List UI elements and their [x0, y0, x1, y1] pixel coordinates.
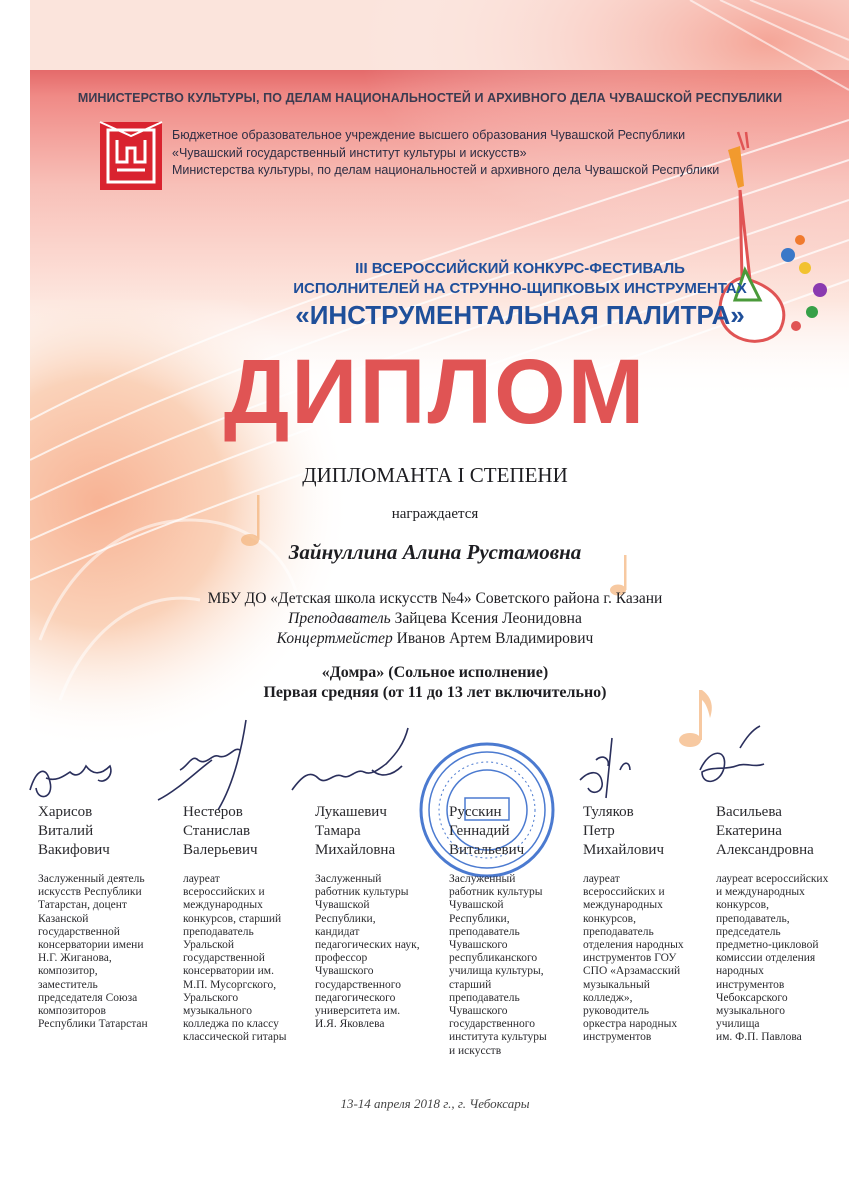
- juror-desc-line: педагогических наук,: [315, 939, 420, 952]
- juror-desc-1: [38, 873, 168, 1031]
- teacher-name: Зайцева Ксения Леонидовна: [394, 610, 582, 627]
- accompanist-name: Иванов Артем Владимирович: [396, 630, 594, 647]
- juror-desc-2: [183, 873, 313, 1045]
- juror-desc-line: преподаватель: [183, 925, 254, 938]
- diploma-degree: ДИПЛОМАНТА I СТЕПЕНИ: [302, 463, 568, 487]
- diploma-title: ДИПЛОМ: [223, 341, 647, 443]
- juror-desc-line: колледж»,: [583, 991, 633, 1004]
- juror-desc-4: [449, 873, 579, 1058]
- ministry-title: МИНИСТЕРСТВО КУЛЬТУРЫ, ПО ДЕЛАМ НАЦИОНАЛЬНОСТЕЙ И АРХИВНОГО ДЕЛА ЧУВАШСКОЙ РЕСПУБЛИКИ: [77, 91, 783, 105]
- juror-desc-line: Заслуженный: [449, 873, 516, 885]
- accompanist-line: [120, 630, 750, 648]
- juror-desc-line: Уральской: [183, 939, 235, 952]
- juror-desc-line: государственной: [183, 952, 265, 965]
- juror-desc-line: Чебоксарского: [716, 991, 788, 1004]
- juror-desc-line: комиссии отделения: [716, 952, 816, 965]
- juror-desc-line: государственного: [449, 1018, 535, 1031]
- juror-desc-line: работник культуры: [315, 886, 409, 899]
- nomination: «Домра» (Сольное исполнение): [321, 664, 549, 681]
- juror-desc-line: Чувашского: [449, 1005, 508, 1018]
- juror-desc-6: [716, 873, 846, 1045]
- juror-desc-line: и искусств: [449, 1044, 502, 1057]
- juror-desc-line: кандидат: [315, 925, 360, 938]
- accompanist-label: Концертмейстер: [276, 630, 393, 647]
- institution-line-3: Министерства культуры, по делам национальностей и архивного дела Чувашской Республики: [172, 163, 720, 177]
- institute-logo: [100, 122, 162, 190]
- juror-desc-line: СПО «Арзамасский: [583, 965, 681, 978]
- juror-desc-line: Республики,: [449, 912, 510, 925]
- juror-desc-line: музыкального: [183, 1005, 252, 1018]
- juror-desc-line: училища культуры,: [449, 965, 544, 978]
- juror-desc-line: старший: [449, 978, 492, 991]
- juror-desc-3: [315, 873, 445, 1031]
- juror-desc-line: Заслуженный: [315, 873, 382, 885]
- juror-desc-line: государственной: [38, 925, 120, 938]
- juror-desc-line: Заслуженный деятель: [38, 873, 145, 885]
- juror-desc-line: предметно-цикловой: [716, 939, 819, 952]
- juror-desc-line: композиторов: [38, 1005, 106, 1018]
- juror-desc-line: работник культуры: [449, 886, 543, 899]
- teacher-label: Преподаватель: [288, 610, 391, 627]
- juror-desc-line: И.Я. Яковлева: [315, 1018, 385, 1031]
- juror-desc-line: Н.Г. Жиганова,: [38, 952, 112, 965]
- juror-desc-line: консерватории им.: [183, 965, 274, 978]
- juror-desc-line: Республики,: [315, 912, 376, 925]
- recipient-name: Зайнуллина Алина Рустамовна: [288, 540, 582, 564]
- juror-desc-line: и международных: [716, 886, 805, 899]
- school-name: МБУ ДО «Детская школа искусств №4» Советского района г. Казани: [207, 590, 663, 607]
- juror-desc-line: профессор: [315, 952, 368, 965]
- festival-line-2: ИСПОЛНИТЕЛЕЙ НА СТРУННО-ЩИПКОВЫХ ИНСТРУМЕНТАХ: [293, 280, 747, 297]
- juror-desc-line: преподаватель: [449, 925, 520, 938]
- juror-desc-5: [583, 873, 713, 1045]
- juror-desc-line: консерватории имени: [38, 939, 144, 952]
- festival-line-1: III ВСЕРОССИЙСКИЙ КОНКУРС-ФЕСТИВАЛЬ: [355, 260, 685, 277]
- juror-desc-line: музыкального: [716, 1005, 785, 1018]
- juror-desc-line: заместитель: [38, 978, 98, 991]
- juror-desc-line: классической гитары: [183, 1031, 287, 1044]
- juror-desc-line: лауреат: [583, 873, 620, 885]
- juror-desc-line: председатель: [716, 925, 781, 938]
- juror-desc-line: преподаватель,: [716, 912, 790, 925]
- juror-desc-line: Республики Татарстан: [38, 1018, 148, 1031]
- juror-desc-line: Казанской: [38, 912, 89, 925]
- juror-name-3: Лукашевич Тамара Михайловна: [315, 804, 396, 858]
- teacher-line: [120, 610, 750, 628]
- juror-desc-line: колледжа по классу: [183, 1018, 279, 1031]
- institution-line-2: «Чувашский государственный институт культуры и искусств»: [172, 146, 527, 160]
- juror-desc-line: Чувашской: [315, 899, 370, 912]
- juror-desc-line: музыкальный: [583, 978, 650, 991]
- juror-desc-line: народных: [716, 965, 764, 978]
- juror-desc-line: М.П. Мусоргского,: [183, 978, 277, 991]
- institution-line-1: Бюджетное образовательное учреждение высшего образования Чувашской Республики: [172, 128, 686, 142]
- juror-desc-line: Чувашской: [449, 899, 504, 912]
- juror-desc-line: лауреат всероссийских: [716, 873, 829, 885]
- juror-name-1: Харисов Виталий Вакифович: [38, 804, 110, 858]
- juror-desc-line: отделения народных: [583, 939, 684, 952]
- juror-desc-line: государственного: [315, 978, 401, 991]
- juror-desc-line: им. Ф.П. Павлова: [716, 1031, 802, 1044]
- juror-desc-line: всероссийских и: [183, 886, 265, 899]
- juror-desc-line: искусств Республики: [38, 886, 142, 899]
- festival-line-3: «ИНСТРУМЕНТАЛЬНАЯ ПАЛИТРА»: [295, 300, 745, 330]
- juror-desc-line: конкурсов,: [583, 912, 636, 925]
- juror-desc-line: университета им.: [315, 1005, 401, 1018]
- juror-desc-line: оркестра народных: [583, 1018, 678, 1031]
- juror-desc-line: инструментов: [583, 1031, 652, 1044]
- juror-desc-line: лауреат: [183, 873, 220, 885]
- juror-desc-line: инструментов ГОУ: [583, 952, 677, 965]
- juror-desc-line: Чувашского: [449, 939, 508, 952]
- juror-desc-line: Уральского: [183, 991, 239, 1004]
- juror-desc-line: преподаватель: [583, 925, 654, 938]
- juror-desc-line: всероссийских и: [583, 886, 665, 899]
- juror-desc-line: училища: [716, 1018, 760, 1031]
- date-place: 13-14 апреля 2018 г., г. Чебоксары: [340, 1096, 530, 1111]
- juror-name-2: Нестеров Станислав Валерьевич: [183, 804, 258, 858]
- awarded-label: награждается: [391, 506, 479, 522]
- juror-name-6: Васильева Екатерина Александровна: [716, 804, 814, 858]
- juror-desc-line: Татарстан, доцент: [38, 899, 127, 912]
- juror-desc-line: Чувашского: [315, 965, 374, 978]
- juror-desc-line: международных: [183, 899, 263, 912]
- juror-desc-line: республиканского: [449, 952, 538, 965]
- juror-desc-line: международных: [583, 899, 663, 912]
- juror-desc-line: руководитель: [583, 1005, 649, 1018]
- juror-name-5: Туляков Петр Михайлович: [583, 804, 664, 858]
- juror-desc-line: преподаватель: [449, 991, 520, 1004]
- juror-desc-line: композитор,: [38, 965, 98, 978]
- juror-name-4: Русскин Геннадий Витальевич: [449, 804, 525, 858]
- juror-desc-line: конкурсов,: [716, 899, 769, 912]
- age-group: Первая средняя (от 11 до 13 лет включительно): [263, 684, 607, 701]
- juror-desc-line: педагогического: [315, 991, 396, 1004]
- juror-desc-line: инструментов: [716, 978, 785, 991]
- juror-desc-line: председателя Союза: [38, 991, 138, 1004]
- juror-desc-line: института культуры: [449, 1031, 547, 1044]
- juror-desc-line: конкурсов, старший: [183, 912, 282, 925]
